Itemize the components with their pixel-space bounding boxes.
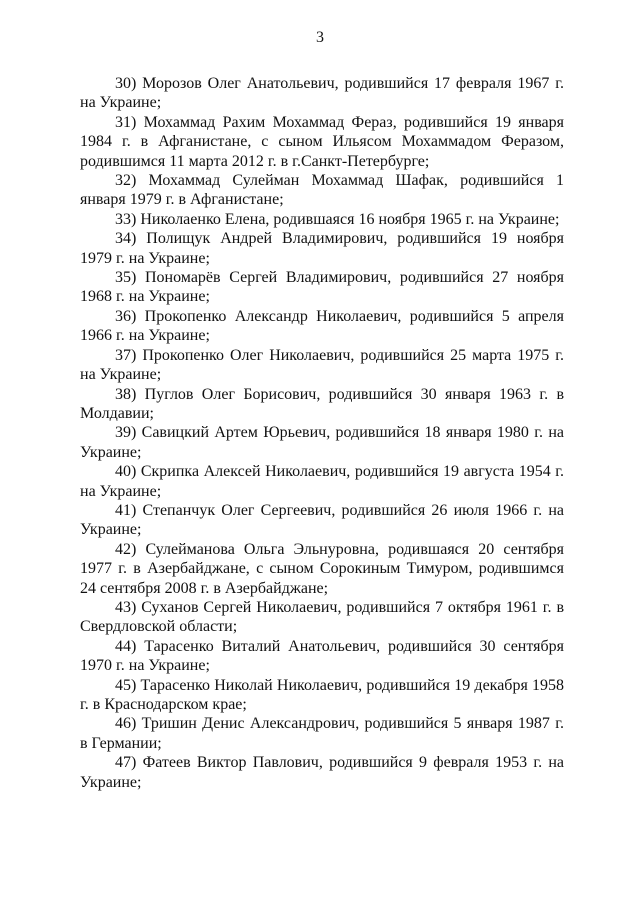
list-item: 37) Прокопенко Олег Николаевич, родившийся 25 марта 1975 г. на Украине; <box>80 346 564 384</box>
list-item: 40) Скрипка Алексей Николаевич, родившийся 19 августа 1954 г. на Украине; <box>80 463 564 500</box>
list-item: 33) Николаенко Елена, родившаяся 16 ноября 1965 г. на Украине; <box>115 210 560 228</box>
list-item: 31) Мохаммад Рахим Мохаммад Фераз, родившийся 19 января 1984 г. в Афганистане, с сыном Ильясом Мохаммадом Феразом, родившимся 11 марта 2012 г. в г.Санкт-Петербурге; <box>80 113 564 170</box>
list-item: 46) Тришин Денис Александрович, родившийся 5 января 1987 г. в Германии; <box>80 715 564 752</box>
page-number: 3 <box>316 29 324 46</box>
list-item: 43) Суханов Сергей Николаевич, родившийся 7 октября 1961 г. в Свердловской области; <box>80 598 564 636</box>
list-item: 41) Степанчук Олег Сергеевич, родившийся 26 июля 1966 г. на Украине; <box>80 501 564 539</box>
list-item: 36) Прокопенко Александр Николаевич, родившийся 5 апреля 1966 г. на Украине; <box>80 307 564 345</box>
list-item: 39) Савицкий Артем Юрьевич, родившийся 18 января 1980 г. на Украине; <box>80 424 564 461</box>
list-item: 44) Тарасенко Виталий Анатольевич, родившийся 30 сентября 1970 г. на Украине; <box>80 637 564 675</box>
list-item: 34) Полищук Андрей Владимирович, родившийся 19 ноября 1979 г. на Украине; <box>80 230 564 267</box>
entry-list <box>80 74 564 792</box>
list-item: 30) Морозов Олег Анатольевич, родившийся 17 февраля 1967 г. на Украине; <box>80 75 564 112</box>
list-item: 45) Тарасенко Николай Николаевич, родившийся 19 декабря 1958 г. в Краснодарском крае; <box>80 676 564 713</box>
list-item: 42) Сулейманова Ольга Эльнуровна, родившаяся 20 сентября 1977 г. в Азербайджане, с сыном Сорокиным Тимуром, родившимся 24 сентября 2008 г. в Азербайджане; <box>80 540 564 597</box>
list-item: 32) Мохаммад Сулейман Мохаммад Шафак, родившийся 1 января 1979 г. в Афганистане; <box>80 172 564 209</box>
list-item: 47) Фатеев Виктор Павлович, родившийся 9 февраля 1953 г. на Украине; <box>80 754 564 791</box>
list-item: 35) Пономарёв Сергей Владимирович, родившийся 27 ноября 1968 г. на Украине; <box>80 269 564 306</box>
list-item: 38) Пуглов Олег Борисович, родившийся 30 января 1963 г. в Молдавии; <box>80 385 564 422</box>
